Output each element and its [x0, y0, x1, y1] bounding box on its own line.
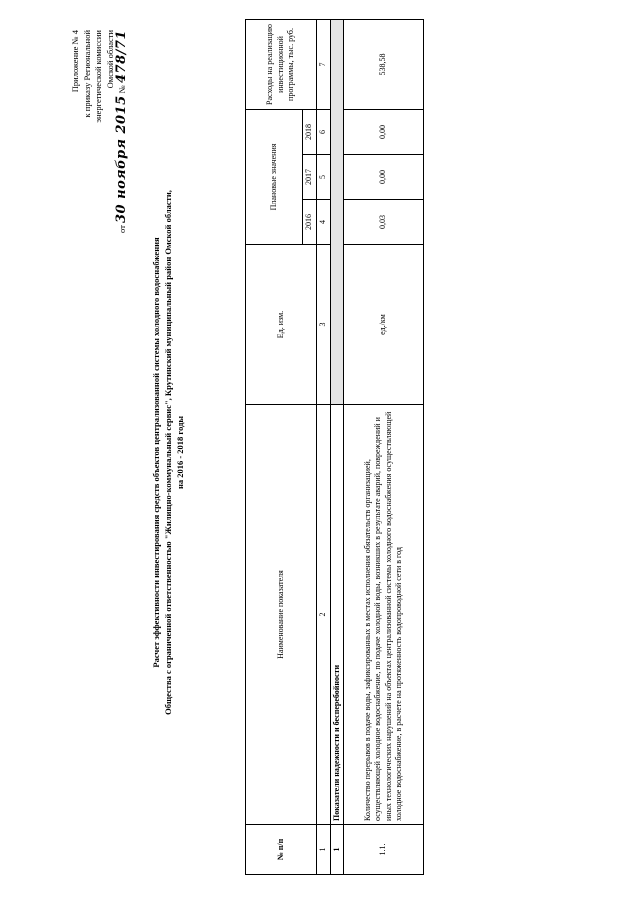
approval-line-2: к приказу Региональной	[81, 30, 92, 118]
row-expenses: 538,58	[344, 19, 424, 109]
col-number-1: 1	[317, 825, 331, 875]
approval-from-prefix: от	[117, 225, 127, 233]
row-unit: ед./км	[344, 245, 424, 405]
row-value-2018: 0,00	[344, 109, 424, 154]
col-number-3: 3	[317, 245, 331, 405]
approval-handwritten-date: 30 ноября 2015	[114, 95, 129, 224]
header-planned: Плановые значения	[246, 109, 303, 244]
header-name: Наименование показателя	[246, 405, 317, 825]
approval-handwritten-number: 478/71	[114, 30, 129, 83]
section-row	[330, 19, 344, 874]
col-number-4: 4	[317, 200, 331, 245]
table-header-row-1	[246, 19, 303, 874]
header-year-2018: 2018	[303, 109, 317, 154]
header-year-2017: 2017	[303, 155, 317, 200]
col-number-6: 6	[317, 109, 331, 154]
col-number-2: 2	[317, 405, 331, 825]
approval-number-sign: №	[117, 85, 127, 94]
approval-block	[70, 30, 129, 345]
title-line-3: на 2016 - 2018 годы	[175, 415, 185, 490]
header-expenses: Расходы на реализацию инвестиционной программы, тыс. руб.	[246, 19, 317, 109]
row-value-2016: 0,03	[344, 200, 424, 245]
row-value-2017: 0,00	[344, 155, 424, 200]
title-line-1: Расчет эффективности инвестирования средств объектов централизованной системы холодного водоснабжения	[151, 237, 161, 668]
column-number-row	[317, 19, 331, 874]
approval-date-line	[116, 30, 129, 345]
col-number-5: 5	[317, 155, 331, 200]
row-name: Количество перерывов в подаче воды, зафиксированных в местах исполнения обязательств организацией, осуществляющей холодное водоснабжение, по подаче холодной воды, возникших в результате аварий, повреждений и иных технологических нарушений на объектах централизованной системы холодного водоснабжения осуществляющей холодное водоснабжение, в расчете на протяженность водопроводной сети в год	[344, 405, 424, 825]
section-filler	[330, 19, 344, 404]
title-line-2: Общества с ограниченной ответственностью "Жилищно-коммунальный сервис", Крутинский муниципальный район Омской области,	[163, 190, 173, 715]
section-name: Показатели надежности и бесперебойности	[330, 405, 344, 825]
header-num: № п/п	[246, 825, 317, 875]
col-number-7: 7	[317, 19, 331, 109]
approval-line-3: энергетической комиссии	[93, 30, 103, 123]
header-unit: Ед. изм.	[246, 245, 317, 405]
table-row	[344, 19, 424, 874]
section-num: 1	[330, 825, 344, 875]
header-year-2016: 2016	[303, 200, 317, 245]
approval-line-1: Приложение № 4	[70, 30, 80, 93]
approval-line-4: Омской области	[104, 30, 115, 89]
row-num: 1.1.	[344, 825, 424, 875]
indicators-table	[245, 19, 424, 875]
document-title	[150, 60, 186, 845]
